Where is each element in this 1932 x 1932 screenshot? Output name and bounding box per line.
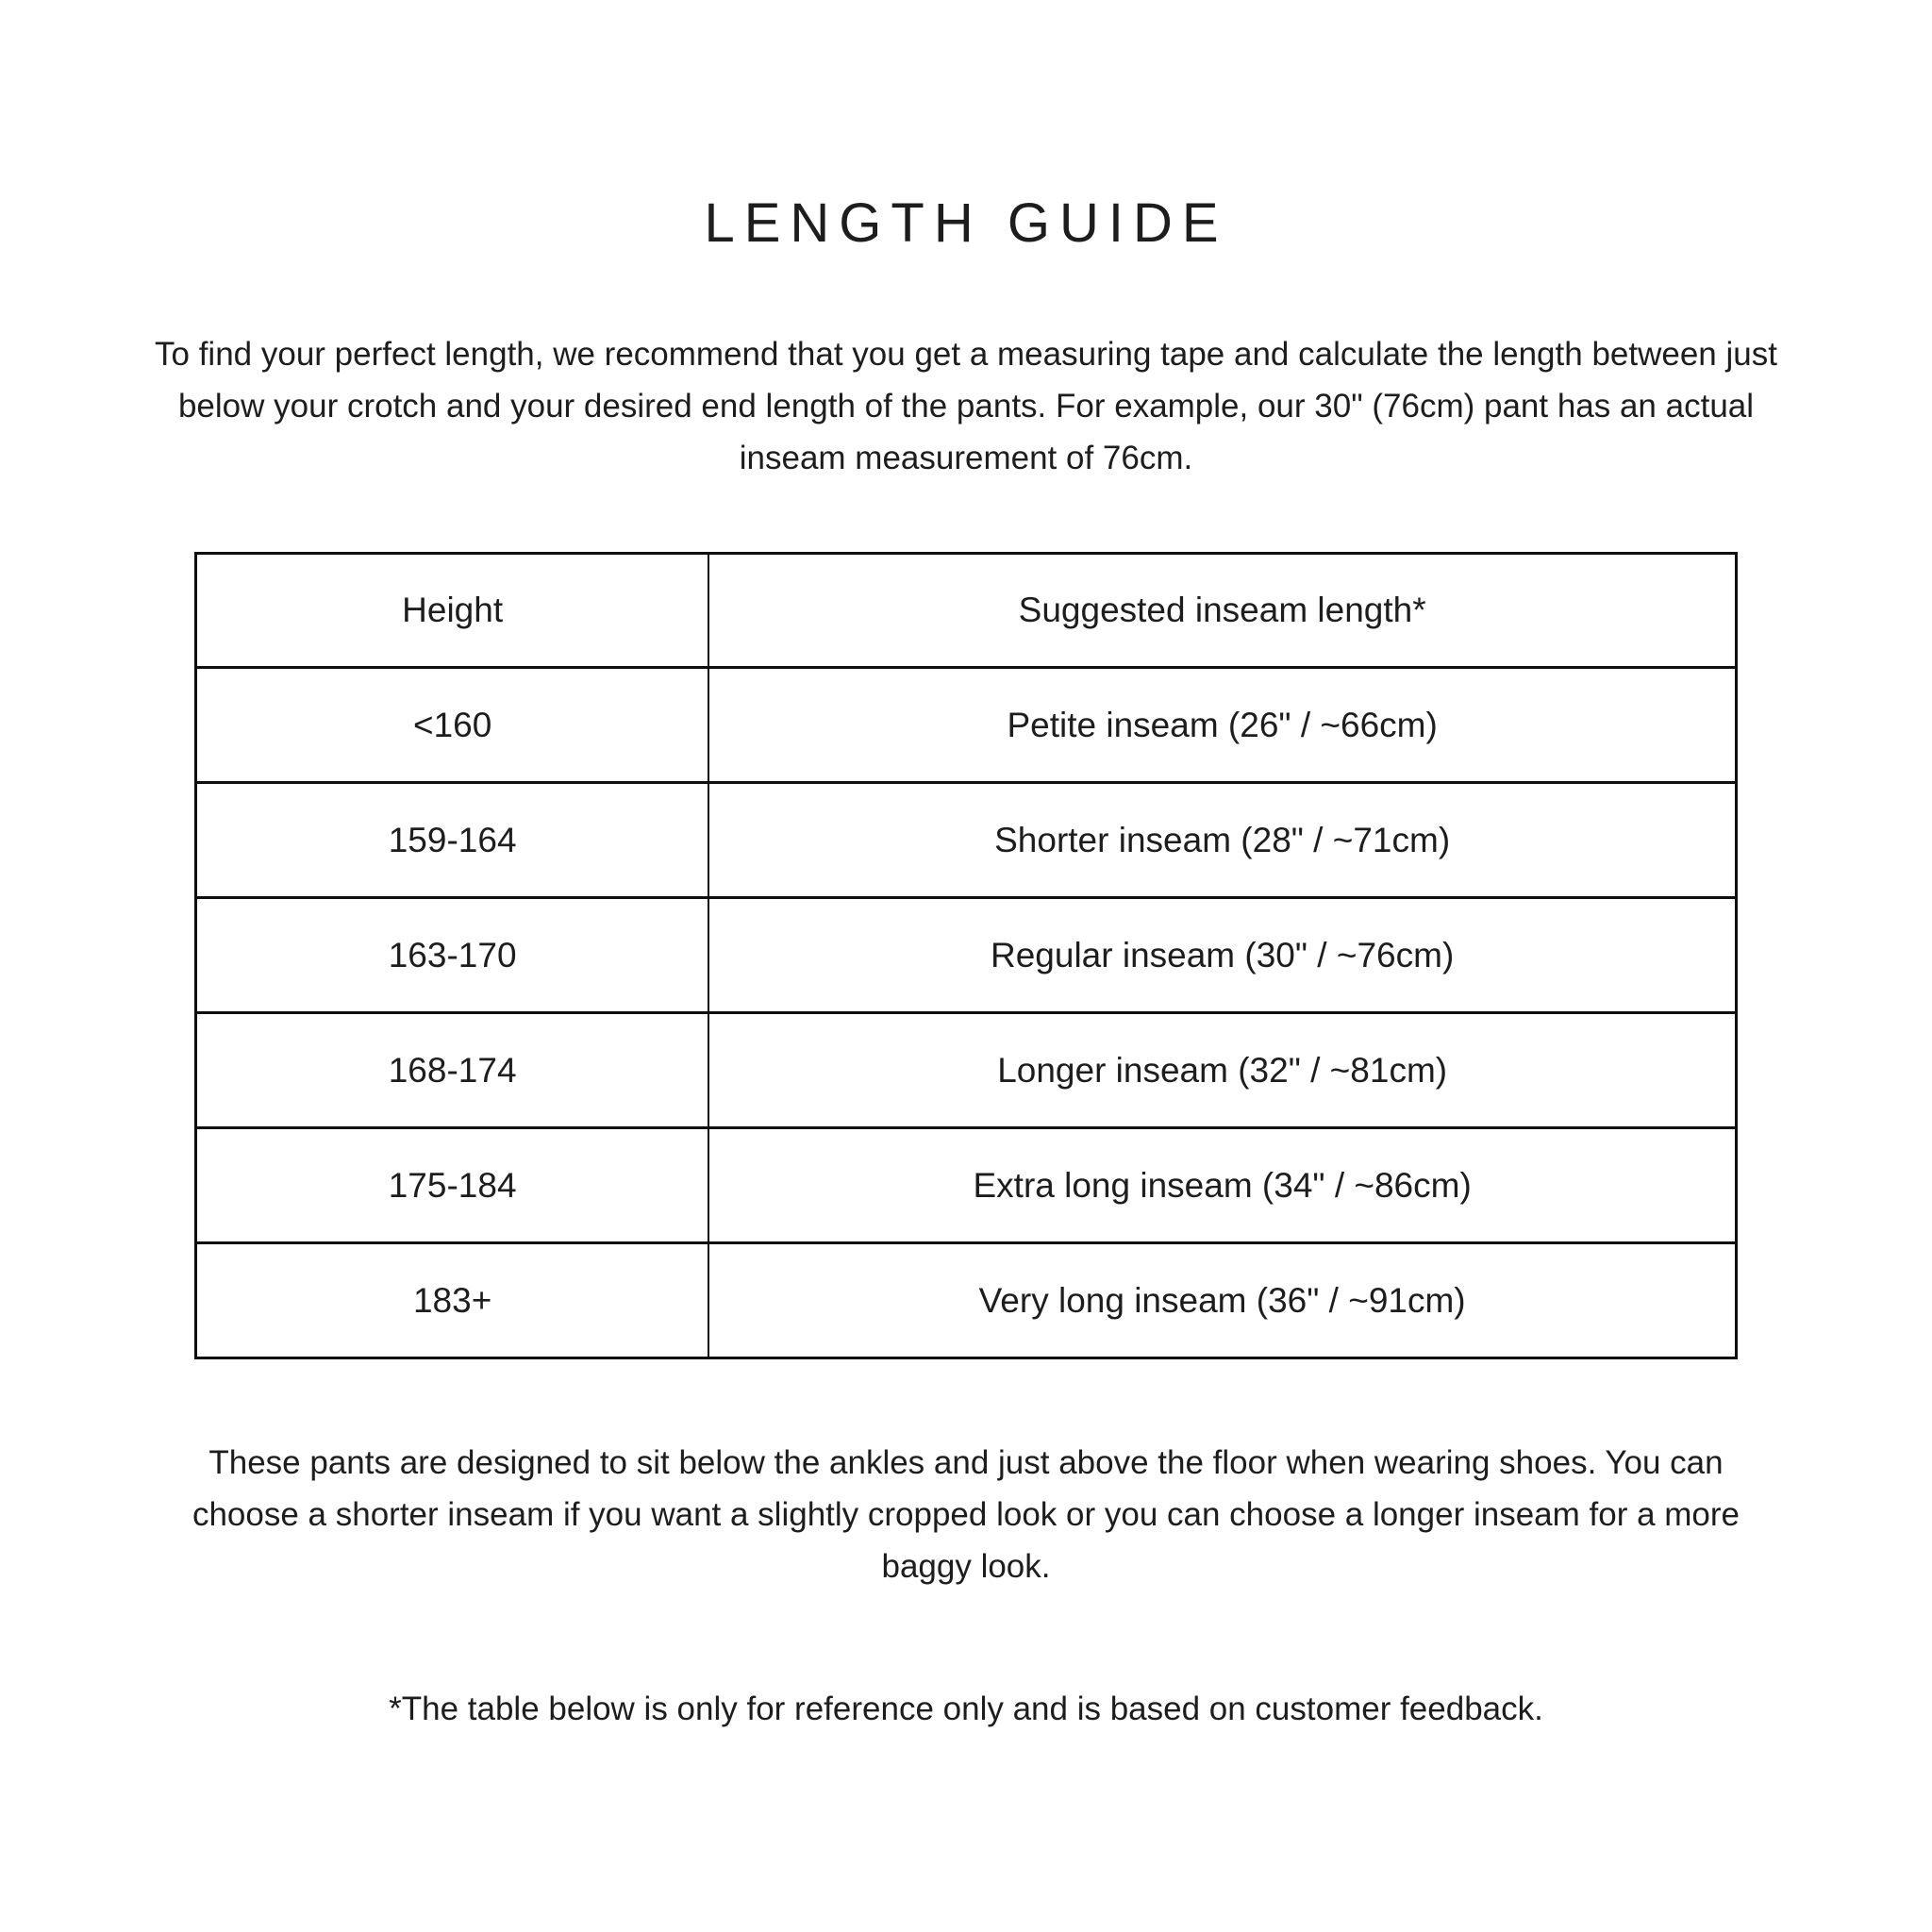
table-row: [196, 1013, 1737, 1128]
length-guide-table: [194, 552, 1738, 1359]
page-title: LENGTH GUIDE: [704, 192, 1228, 254]
inseam-cell: Petite inseam (26" / ~66cm): [708, 668, 1736, 783]
inseam-cell: Extra long inseam (34" / ~86cm): [708, 1128, 1736, 1243]
column-header-inseam: Suggested inseam length*: [708, 554, 1736, 668]
fit-note-paragraph: These pants are designed to sit below the ankles and just above the floor when wearing shoes. You can choose a shorter inseam if you want a slightly cropped look or you can choose a longer inseam for a more baggy look.: [192, 1444, 1740, 1585]
table-row: [196, 783, 1737, 898]
table-row: [196, 1128, 1737, 1243]
table-row: [196, 1243, 1737, 1358]
intro-paragraph: To find your perfect length, we recommend that you get a measuring tape and calculate the length between just below your crotch and your desired end length of the pants. For example, our 30" (76cm) pant has an actual inseam measurement of 76cm.: [155, 336, 1777, 476]
height-cell: 163-170: [196, 898, 709, 1013]
column-header-height: Height: [196, 554, 709, 668]
height-cell: 175-184: [196, 1128, 709, 1243]
height-cell: <160: [196, 668, 709, 783]
inseam-cell: Regular inseam (30" / ~76cm): [708, 898, 1736, 1013]
table-header-row: [196, 554, 1737, 668]
height-cell: 168-174: [196, 1013, 709, 1128]
height-cell: 159-164: [196, 783, 709, 898]
inseam-cell: Very long inseam (36" / ~91cm): [708, 1243, 1736, 1358]
inseam-cell: Longer inseam (32" / ~81cm): [708, 1013, 1736, 1128]
reference-footnote: *The table below is only for reference only and is based on customer feedback.: [389, 1690, 1543, 1727]
height-cell: 183+: [196, 1243, 709, 1358]
table-row: [196, 668, 1737, 783]
table-row: [196, 898, 1737, 1013]
inseam-cell: Shorter inseam (28" / ~71cm): [708, 783, 1736, 898]
